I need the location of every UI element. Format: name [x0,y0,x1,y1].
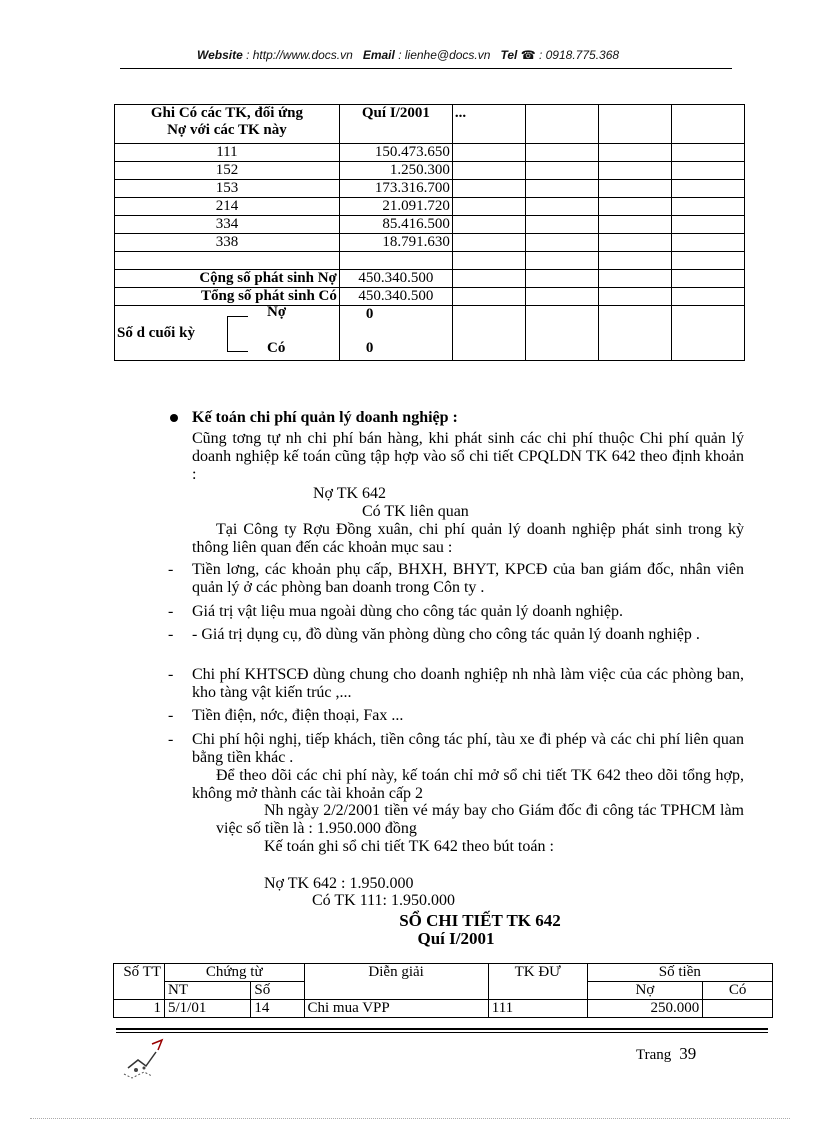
bottom-dotted-rule [30,1118,790,1119]
list-item: Tiền điện, nớc, điện thoại, Fax ... [192,707,404,724]
row-counter-account: 111 [488,1000,587,1018]
account-cell: 338 [115,234,340,252]
row-debit: 250.000 [587,1000,703,1018]
dash-icon: - [168,666,174,683]
closing-balance-values [339,306,452,361]
total-debit-label: Cộng số phát sinh Nợ [115,270,340,288]
row-number: 14 [251,1000,304,1018]
list-item: Chi phí KHTSCĐ dùng chung cho doanh nghiệp nh nhà làm việc của các phòng ban, kho tàng vật kiến trúc ,... [192,666,744,701]
logo-icon [122,1038,166,1080]
header-number: Số [251,982,304,1000]
tel-label: Tel [500,48,518,62]
page-number-block [636,1044,696,1064]
total-credit-value: 450.340.500 [339,288,452,306]
intro-paragraph: Cũng tơng tự nh chi phí bán hàng, khi phát sinh các chi phí thuộc Chi phí quản lý doanh nghiệp kế toán cũng tập hợp vào sổ chi tiết CPQLDN TK 642 theo định khoản : [192,430,744,483]
table-row-empty [115,252,745,270]
col-accounts-header-line2: Nợ với các TK này [167,122,287,138]
account-cell: 214 [115,198,340,216]
account-cell: 152 [115,162,340,180]
balance-credit-label: Có [267,340,286,356]
header-debit: Nợ [587,982,703,1000]
follow-paragraph: Để theo dõi các chi phí này, kế toán chỉ mở sổ chi tiết TK 642 theo dõi tổng hợp, không mở thành các tài khoản cấp 2 [192,767,744,802]
header-credit: Có [703,982,773,1000]
dash-icon: - [168,561,174,578]
col-accounts-header-line1: Ghi Có các TK, đối ứng [150,105,303,121]
ledger-title: SỔ CHI TIẾT TK 642 [399,911,561,930]
table-row [115,162,745,180]
page-label: Trang [636,1047,672,1063]
header-rule [120,68,732,69]
col-accounts-header [115,105,340,144]
table-row [115,180,745,198]
ledger-header-row [114,964,773,982]
section-title-text: Kế toán chi phí quản lý doanh nghiệp : [192,409,458,426]
company-paragraph: Tại Công ty Rợu Đồng xuân, chi phí quản lý doanh nghiệp phát sinh trong kỳ thông liên quan đến các khoản mục sau : [192,521,744,556]
row-stt: 1 [114,1000,165,1018]
dash-icon: - [168,603,174,620]
row-description: Chi mua VPP [304,1000,488,1018]
col-empty [672,105,745,144]
bullet-icon [170,414,178,422]
brace-mark [227,316,248,352]
dash-icon: - [168,626,174,643]
list-item: - Giá trị dụng cụ, đồ dùng văn phòng dùng cho công tác quản lý doanh nghiệp . [192,626,700,643]
header-date: NT [165,982,251,1000]
ledger-table [113,963,773,1018]
table-row [115,216,745,234]
website-label: Website [196,48,243,62]
closing-balance-cell [115,306,340,361]
total-credit-row [115,288,745,306]
email-link[interactable]: : lienhe@docs.vn [398,48,491,62]
amount-cell: 85.416.500 [339,216,452,234]
amount-cell: 18.791.630 [339,234,452,252]
example-paragraph: Nh ngày 2/2/2001 tiền vé máy bay cho Giám đốc đi công tác TPHCM làm việc số tiền là : 1.950.000 đồng [216,802,744,837]
record-line: Kế toán ghi sổ chi tiết TK 642 theo bút toán : [264,838,554,855]
tel-value: ☎ : 0918.775.368 [520,48,620,62]
header-counter-account: TK ĐƯ [488,964,587,1000]
col-more-header: ... [452,105,526,144]
dash-icon: - [168,731,174,748]
amount-cell: 21.091.720 [339,198,452,216]
page-header [0,48,816,62]
account-cell: 334 [115,216,340,234]
balance-debit-label: Nợ [267,305,287,320]
col-empty [599,105,672,144]
total-debit-row [115,270,745,288]
account-cell: 153 [115,180,340,198]
balance-debit-value: 0 [365,306,374,322]
page-number: 39 [679,1044,697,1063]
ledger-subtitle: Quí I/2001 [417,929,495,948]
list-item: Giá trị vật liệu mua ngoài dùng cho công tác quản lý doanh nghiệp. [192,603,623,620]
table-row [115,198,745,216]
email-label: Email [362,48,395,62]
entry2-credit: Có TK 111: 1.950.000 [312,892,455,909]
dash-icon: - [168,707,174,724]
col-empty [526,105,599,144]
account-summary-table [114,104,745,361]
closing-balance-row [115,306,745,361]
section-title [170,409,458,427]
account-cell: 111 [115,144,340,162]
table-header-row [115,105,745,144]
amount-cell: 173.316.700 [339,180,452,198]
entry-debit: Nợ TK 642 [313,485,387,502]
amount-cell: 1.250.300 [339,162,452,180]
col-quarter-header: Quí I/2001 [339,105,452,144]
entry-credit: Có TK liên quan [362,503,469,520]
list-item: Tiền lơng, các khoản phụ cấp, BHXH, BHYT, KPCĐ của ban giám đốc, nhân viên quản lý ở các phòng ban doanh trong Côn ty . [192,561,744,596]
entry2-debit: Nợ TK 642 : 1.950.000 [264,875,414,892]
row-credit [703,1000,773,1018]
table-row [115,234,745,252]
website-link[interactable]: : http://www.docs.vn [246,48,353,62]
table-row [115,144,745,162]
total-credit-label: Tổng số phát sinh Có [115,288,340,306]
footer-rule [116,1028,768,1030]
balance-credit-value: 0 [365,340,374,356]
header-stt: Số TT [114,964,165,1000]
row-date: 5/1/01 [165,1000,251,1018]
total-debit-value: 450.340.500 [339,270,452,288]
list-item: Chi phí hội nghị, tiếp khách, tiền công tác phí, tàu xe đi phép và các chi phí liên quan bằng tiền khác . [192,731,744,766]
header-description: Diễn giải [304,964,488,1000]
header-amount: Số tiền [587,964,772,982]
footer-rule-thin [116,1032,768,1033]
table-row [114,1000,773,1018]
header-voucher: Chứng từ [165,964,305,982]
closing-balance-label: Số d cuối kỳ [117,324,195,341]
amount-cell: 150.473.650 [339,144,452,162]
